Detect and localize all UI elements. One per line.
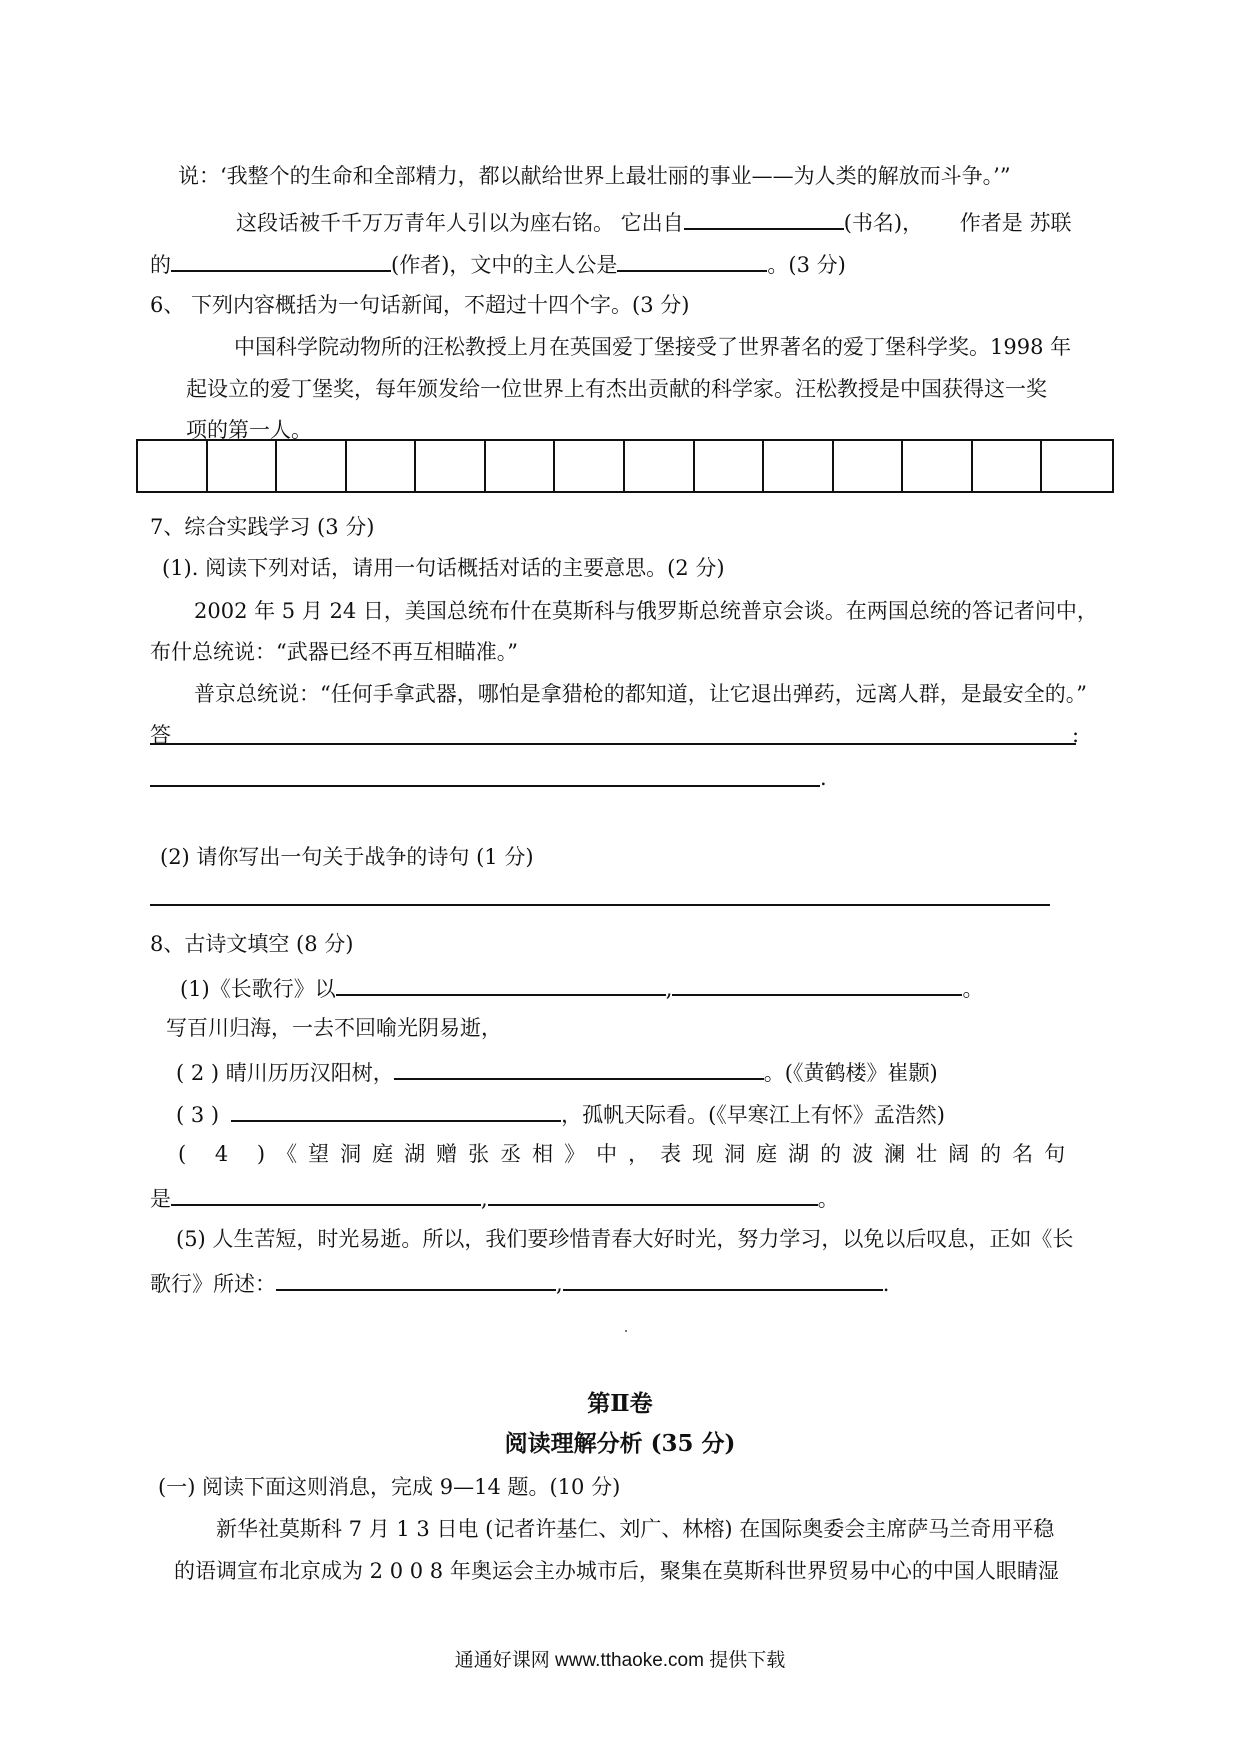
q7-title: 7、综合实践学习 (3 分) bbox=[150, 515, 375, 539]
q7-sub-1: (1). 阅读下列对话，请用一句话概括对话的主要意思。(2 分) bbox=[162, 556, 725, 580]
answer-grid[interactable] bbox=[136, 439, 1114, 493]
footer-source: 通通好课网 www.tthaoke.com 提供下载 bbox=[454, 1650, 786, 1671]
grid-cell[interactable] bbox=[416, 441, 486, 491]
grid-cell[interactable] bbox=[834, 441, 904, 491]
q5-line2-author: 作者是 苏联 bbox=[959, 211, 1072, 235]
q5-line3-text: (作者)，文中的主人公是 bbox=[391, 253, 618, 277]
grid-cell[interactable] bbox=[208, 441, 278, 491]
q6-para-3: 项的第一人。 bbox=[186, 418, 312, 442]
q5-line2-text: 这段话被千千万万青年人引以为座右铭。 它出自 bbox=[236, 211, 684, 235]
q8-item-4: ( 4 )《望洞庭湖赠张丞相》中，表现洞庭湖的波澜壮阔的名句 bbox=[178, 1142, 1077, 1166]
q6-title: 6、 下列内容概括为一句话新闻，不超过十四个字。(3 分) bbox=[150, 293, 690, 317]
q8-item-4-comma: , bbox=[481, 1187, 488, 1211]
q6-para-1: 中国科学院动物所的汪松教授上月在英国爱丁堡接受了世界著名的爱丁堡科学奖。1998 年 bbox=[234, 335, 1072, 359]
grid-cell[interactable] bbox=[277, 441, 347, 491]
q8-1-blank-b[interactable] bbox=[672, 972, 962, 996]
grid-cell[interactable] bbox=[695, 441, 765, 491]
q5-line3-score: 。(3 分) bbox=[767, 253, 846, 277]
grid-cell[interactable] bbox=[138, 441, 208, 491]
poem-answer-line[interactable] bbox=[150, 904, 1050, 906]
q8-4-blank-a[interactable] bbox=[171, 1182, 481, 1206]
q8-2-blank[interactable] bbox=[394, 1056, 764, 1080]
q8-item-5-comma: , bbox=[556, 1272, 563, 1296]
q8-3-blank[interactable] bbox=[231, 1098, 561, 1122]
q8-item-5-end: . bbox=[882, 1272, 890, 1296]
news-para-2: 的语调宣布北京成为 2 0 0 8 年奥运会主办城市后，聚集在莫斯科世界贸易中心的中国人眼睛湿 bbox=[174, 1559, 1059, 1583]
author-blank[interactable] bbox=[171, 248, 391, 272]
grid-cell[interactable] bbox=[486, 441, 556, 491]
q8-item-1-comma: , bbox=[665, 977, 673, 1001]
q7-sub-2: (2) 请你写出一句关于战争的诗句 (1 分) bbox=[160, 845, 534, 869]
answer-dot: . bbox=[820, 766, 827, 790]
book-title-blank[interactable] bbox=[684, 206, 844, 230]
q7-para-1: 2002 年 5 月 24 日，美国总统布什在莫斯科与俄罗斯总统普京会谈。在两国总统的答记者问中， bbox=[194, 599, 1098, 623]
q8-1-blank-a[interactable] bbox=[336, 972, 666, 996]
q8-item-5: (5) 人生苦短，时光易逝。所以，我们要珍惜青春大好时光，努力学习，以免以后叹息，正如《长 bbox=[176, 1227, 1074, 1251]
grid-cell[interactable] bbox=[1042, 441, 1112, 491]
q8-item-2-source: 。(《黄鹤楼》崔颢) bbox=[763, 1061, 938, 1085]
q8-5-blank-b[interactable] bbox=[563, 1267, 883, 1291]
q8-item-3-label: ( 3 ) bbox=[176, 1103, 220, 1127]
q8-item-3-source: ，孤帆天际看。(《早寒江上有怀》孟浩然) bbox=[561, 1103, 945, 1127]
section-intro: (一) 阅读下面这则消息，完成 9—14 题。(10 分) bbox=[158, 1475, 621, 1499]
answer-line-2[interactable] bbox=[150, 785, 820, 787]
grid-cell[interactable] bbox=[555, 441, 625, 491]
grid-cell[interactable] bbox=[973, 441, 1043, 491]
q8-item-4-prefix: 是 bbox=[150, 1187, 171, 1211]
q8-item-3 bbox=[176, 1098, 945, 1129]
q8-item-2 bbox=[176, 1056, 938, 1087]
grid-cell[interactable] bbox=[347, 441, 417, 491]
q8-item-1-text: (1)《长歌行》以 bbox=[180, 977, 336, 1001]
protagonist-blank[interactable] bbox=[617, 248, 767, 272]
q8-item-1-line-2: 写百川归海，一去不回喻光阴易逝， bbox=[166, 1016, 502, 1040]
q5-line2-label: (书名)， bbox=[843, 211, 924, 235]
q8-item-4-line-2 bbox=[150, 1182, 839, 1213]
q6-para-2: 起设立的爱丁堡奖，每年颁发给一位世界上有杰出贡献的科学家。汪松教授是中国获得这一奖 bbox=[186, 377, 1047, 401]
section-title: 第Ⅱ卷 bbox=[587, 1390, 653, 1417]
answer-colon: : bbox=[1072, 723, 1080, 747]
news-para-1: 新华社莫斯科 7 月 1 3 日电 (记者许基仁、刘广、林榕) 在国际奥委会主席萨马兰奇用平稳 bbox=[216, 1517, 1055, 1541]
q8-item-4-end: 。 bbox=[817, 1187, 839, 1211]
q8-item-1-end: 。 bbox=[962, 977, 984, 1001]
q7-para-2: 布什总统说：“武器已经不再互相瞄准。” bbox=[150, 640, 518, 664]
q5-line3-prefix: 的 bbox=[150, 253, 171, 277]
answer-line-1[interactable] bbox=[150, 743, 1076, 745]
q8-title: 8、古诗文填空 (8 分) bbox=[150, 932, 354, 956]
q8-5-blank-a[interactable] bbox=[276, 1267, 556, 1291]
q8-item-1 bbox=[180, 972, 983, 1003]
q8-item-5-line-2 bbox=[150, 1267, 889, 1298]
section-subtitle: 阅读理解分析 (35 分) bbox=[504, 1430, 736, 1457]
q8-item-2-text: ( 2 ) 晴川历历汉阳树， bbox=[176, 1061, 394, 1085]
speck-mark bbox=[625, 1330, 627, 1332]
q5-quote: 说：‘我整个的生命和全部精力，都以献给世界上最壮丽的事业——为人类的解放而斗争。’” bbox=[178, 164, 1011, 188]
q8-4-blank-b[interactable] bbox=[488, 1182, 818, 1206]
grid-cell[interactable] bbox=[903, 441, 973, 491]
q7-para-3: 普京总统说：“任何手拿武器，哪怕是拿猎枪的都知道，让它退出弹药，远离人群，是最安全的。” bbox=[194, 682, 1087, 706]
q8-item-5-prefix: 歌行》所述： bbox=[150, 1272, 276, 1296]
grid-cell[interactable] bbox=[764, 441, 834, 491]
q5-line3 bbox=[150, 248, 846, 279]
answer-label: 答 bbox=[150, 723, 171, 747]
q5-line2 bbox=[236, 206, 1071, 237]
grid-cell[interactable] bbox=[625, 441, 695, 491]
